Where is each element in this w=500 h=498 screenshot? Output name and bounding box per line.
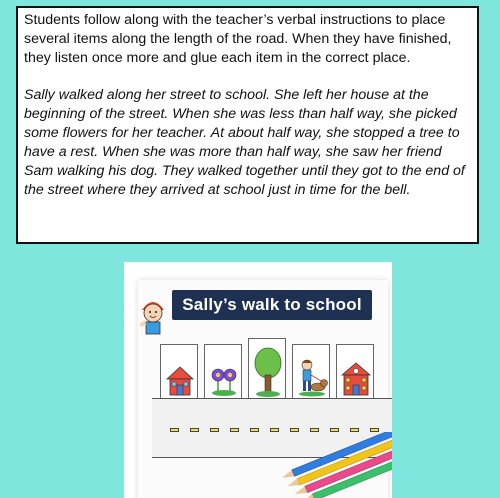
- instructions-box: [16, 6, 479, 244]
- worksheet-title: Sally’s walk to school: [172, 290, 372, 320]
- card-flowers[interactable]: [204, 344, 242, 406]
- story-paragraph: Sally walked along her street to school. She left her house at the beginning of the street. When she was less than half way, she picked some flowers for her teacher. At about half way, she stopped a tree to have a rest. When she was more than half way, she saw her friend Sam walking his dog. They walked together until they got to the end of the street where they arrived at school just in time for the bell.: [24, 87, 465, 198]
- tree-icon: [249, 339, 287, 407]
- road-dash: [210, 428, 219, 432]
- road-dash: [170, 428, 179, 432]
- road-dash: [250, 428, 259, 432]
- card-boy-with-dog[interactable]: [292, 344, 330, 406]
- road-dash: [190, 428, 199, 432]
- worksheet-photo: [124, 262, 392, 498]
- card-school[interactable]: [336, 344, 374, 406]
- colored-pencils-icon: [274, 432, 392, 498]
- card-house[interactable]: [160, 344, 198, 406]
- card-tree[interactable]: [248, 338, 286, 406]
- road-dash: [230, 428, 239, 432]
- kid-illustration-icon: [136, 292, 170, 336]
- intro-paragraph: Students follow along with the teacher’s verbal instructions to place several items along the length of the road. When they have finished, they listen once more and glue each item in the correct place.: [24, 12, 452, 66]
